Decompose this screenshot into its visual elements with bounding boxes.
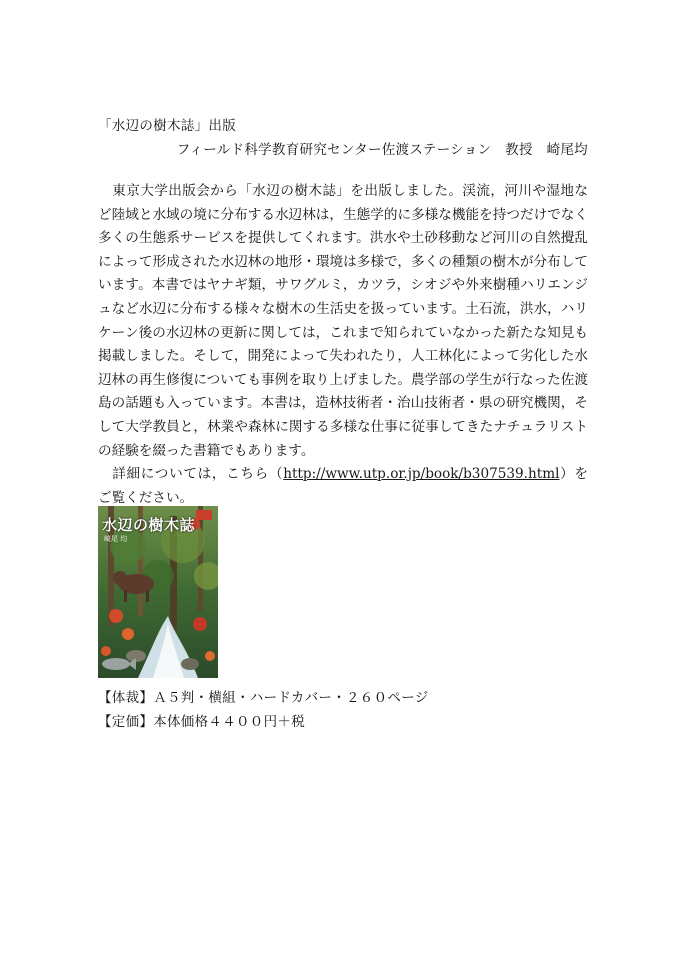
cover-title: 水辺の樹木誌 bbox=[102, 516, 196, 534]
paragraph-1: 東京大学出版会から「水辺の樹木誌」を出版しました。渓流，河川や湿地など陸域と水域の境に分布する水辺林は，生態学的に多様な機能を持つだけでなく多くの生態系サービスを提供してくれます。洪水や土砂移動など河川の自然攪乱によって形成された水辺林の地形・環境は多様で，多くの種類の樹木が分布しています。本書ではヤナギ類，サワグルミ，カツラ，シオジや外来樹種ハリエンジュなど水辺に分布する様々な樹木の生活史を扱っています。土石流，洪水，ハリケーン後の水辺林の更新に関しては，これまで知られていなかった新たな知見も掲載しました。そして，開発によって失われたり，人工林化によって劣化した水辺林の再生修復についても事例を取り上げました。農学部の学生が行なった佐渡島の話題も入っています。本書は，造林技術者・治山技術者・県の研究機関，そして大学教員と，林業や森林に関する多様な仕事に従事してきたナチュラリストの経験を綴った書籍でもあります。 bbox=[98, 183, 588, 459]
spec-format: 【体裁】Ａ５判・横組・ハードカバー・２６０ページ bbox=[98, 690, 429, 706]
cover-author: 崎尾 均 bbox=[104, 535, 128, 543]
paragraph-2-tail: ）をご覧ください。 bbox=[98, 466, 589, 506]
body-text bbox=[98, 180, 588, 510]
book-cover-image bbox=[98, 506, 218, 678]
book-link[interactable]: http://www.utp.or.jp/book/b307539.html bbox=[283, 466, 560, 483]
document-title: 「水辺の樹木誌」出版 bbox=[98, 118, 236, 134]
paragraph-2-lead: 詳細については，こちら（ bbox=[112, 466, 284, 483]
spec-price: 【定価】本体価格４４００円＋税 bbox=[98, 714, 305, 730]
paragraph-2 bbox=[98, 463, 588, 510]
author-line: フィールド科学教育研究センター佐渡ステーション 教授 崎尾均 bbox=[176, 142, 588, 158]
